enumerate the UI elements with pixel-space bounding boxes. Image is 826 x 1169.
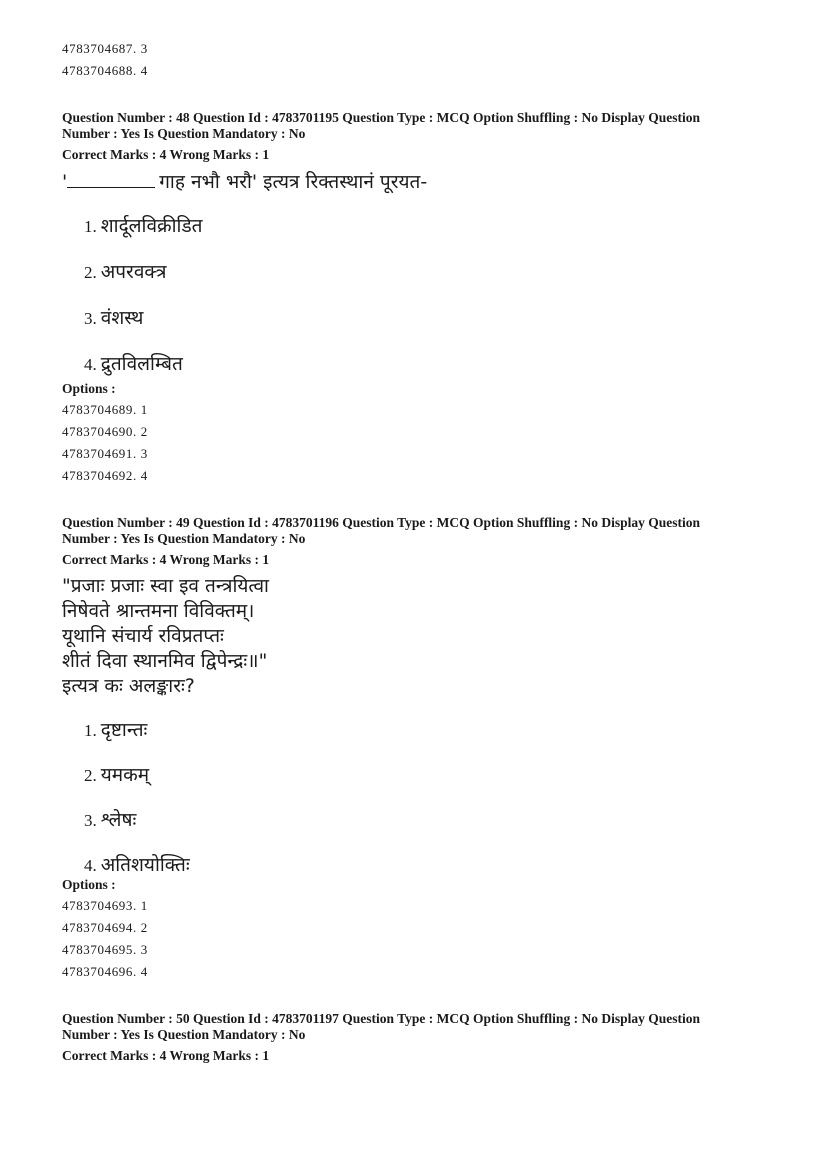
option-id-line: 4783704695. 3: [62, 942, 148, 957]
choice-label: द्रुतविलम्बित: [100, 353, 183, 375]
option-id-line: 4783704688. 4: [62, 63, 148, 78]
choice-number: 2.: [84, 263, 97, 282]
question-49-text-line: "प्रजाः प्रजाः स्वा इव तन्त्रयित्वा: [62, 575, 269, 597]
question-49-choice-2: [84, 761, 149, 787]
question-49-choice-4: [84, 851, 190, 877]
option-id-line: 4783704690. 2: [62, 424, 148, 439]
question-49-text-line: यूथानि संचार्य रविप्रतप्तः: [62, 625, 224, 647]
question-49-text-line: इत्यत्र कः अलङ्कारः?: [62, 675, 195, 697]
choice-label: वंशस्थ: [100, 307, 144, 329]
question-48-options-label: Options :: [62, 381, 116, 396]
question-49-meta-line1: Question Number : 49 Question Id : 4783701196 Question Type : MCQ Option Shuffling : No Display Question: [62, 515, 700, 530]
choice-label: शार्दूलविक्रीडित: [100, 215, 203, 237]
question-48-text-quote: ': [62, 171, 68, 193]
question-48-text-rest: गाह नभौ भरौ' इत्यत्र रिक्तस्थानं पूरयत-: [159, 171, 428, 193]
question-49-choice-3: [84, 806, 136, 832]
question-48-choice-2: [84, 258, 166, 284]
choice-number: 4.: [84, 355, 97, 374]
option-id-line: 4783704692. 4: [62, 468, 148, 483]
option-id-line: 4783704691. 3: [62, 446, 148, 461]
choice-label: अतिशयोक्तिः: [100, 854, 190, 876]
question-49-text-line: निषेवते श्रान्तमना विविक्तम्।: [62, 600, 255, 622]
option-id-line: 4783704694. 2: [62, 920, 148, 935]
question-48-choice-4: [84, 350, 183, 376]
choice-label: यमकम्: [100, 764, 150, 786]
option-id-line: 4783704689. 1: [62, 402, 148, 417]
option-id-line: 4783704693. 1: [62, 898, 148, 913]
option-id-line: 4783704687. 3: [62, 41, 148, 56]
choice-label: अपरवक्त्र: [100, 261, 167, 283]
question-49-text-line: शीतं दिवा स्थानमिव द्विपेन्द्रः॥": [62, 650, 268, 672]
question-49-marks: Correct Marks : 4 Wrong Marks : 1: [62, 552, 270, 567]
question-50-meta-line2: Number : Yes Is Question Mandatory : No: [62, 1027, 306, 1042]
choice-number: 1.: [84, 721, 97, 740]
choice-number: 1.: [84, 217, 97, 236]
choice-number: 3.: [84, 811, 97, 830]
question-48-text: [62, 168, 427, 194]
choice-number: 4.: [84, 856, 97, 875]
question-49-meta-line2: Number : Yes Is Question Mandatory : No: [62, 531, 306, 546]
choice-label: श्लेषः: [100, 809, 137, 831]
fill-in-blank: [67, 171, 155, 188]
choice-number: 3.: [84, 309, 97, 328]
question-50-marks: Correct Marks : 4 Wrong Marks : 1: [62, 1048, 270, 1063]
question-49-options-label: Options :: [62, 877, 116, 892]
question-50-meta-line1: Question Number : 50 Question Id : 4783701197 Question Type : MCQ Option Shuffling : No Display Question: [62, 1011, 700, 1026]
question-48-meta-line1: Question Number : 48 Question Id : 4783701195 Question Type : MCQ Option Shuffling : No Display Question: [62, 110, 700, 125]
option-id-line: 4783704696. 4: [62, 964, 148, 979]
question-48-marks: Correct Marks : 4 Wrong Marks : 1: [62, 147, 270, 162]
choice-number: 2.: [84, 766, 97, 785]
question-48-meta-line2: Number : Yes Is Question Mandatory : No: [62, 126, 306, 141]
question-48-choice-1: [84, 212, 202, 238]
question-49-choice-1: [84, 716, 147, 742]
question-48-choice-3: [84, 304, 143, 330]
choice-label: दृष्टान्तः: [100, 719, 148, 741]
